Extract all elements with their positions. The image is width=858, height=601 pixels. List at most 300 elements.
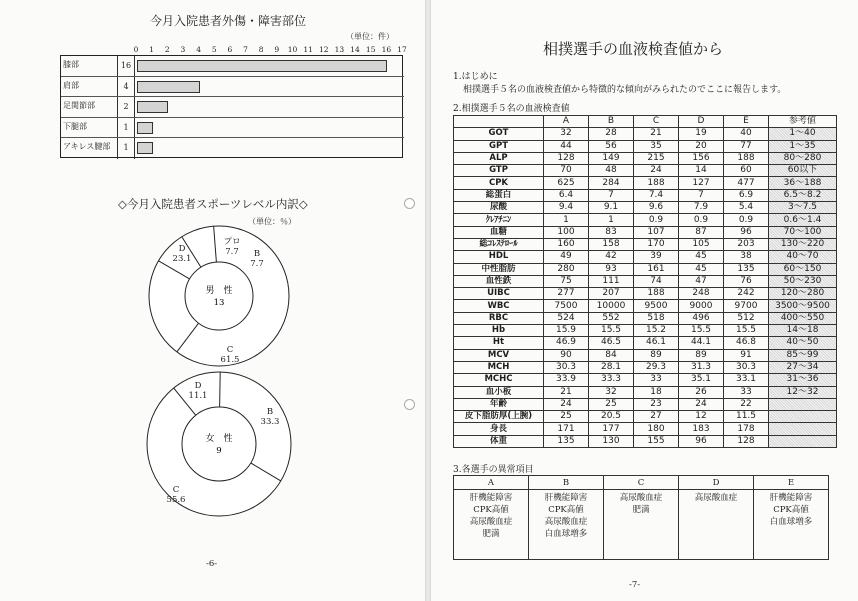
axis-tick-label: 11 [303,45,313,54]
section-1-heading: 1.はじめに [453,72,498,82]
right-page-number: -7- [629,580,641,590]
donut-segment-label: B 7.7 [250,249,264,269]
value-cell: 24 [679,398,724,410]
value-cell: 135 [724,263,769,275]
value-cell: 74 [634,275,679,287]
player-header: D [679,476,754,490]
table-row [454,140,837,152]
bar-row [61,118,404,139]
value-cell: 15.2 [634,325,679,337]
value-cell: 518 [634,312,679,324]
test-name-cell: 血性鉄 [454,275,544,287]
bar-chart-unit: （単位：件） [346,32,394,41]
abnormal-items-cell [604,490,679,560]
value-cell: 170 [634,238,679,250]
abnormal-item: 肥満 [632,505,650,515]
axis-tick-label: 10 [287,45,298,54]
value-cell: 28.1 [589,361,634,373]
donut-center-value: 9 [216,446,222,456]
value-cell: 30.3 [724,361,769,373]
value-cell: 0.9 [634,214,679,226]
bar [137,142,153,154]
table-row [454,226,837,238]
value-cell: 277 [544,288,589,300]
bar-label: 下腿部 [63,121,87,131]
abnormal-item: 高尿酸血症 [469,517,513,527]
column-header: A [544,116,589,128]
abnormal-item: CPK高値 [473,505,509,515]
value-cell: 284 [589,177,634,189]
table-row [454,128,837,140]
value-cell: 128 [544,152,589,164]
section-2-heading: 2.相撲選手５名の血液検査値 [453,104,570,114]
value-cell: 135 [544,435,589,447]
donut-center-value: 13 [213,298,225,308]
player-header: E [754,476,829,490]
value-cell: 177 [589,423,634,435]
value-cell: 7.9 [679,202,724,214]
reference-cell: 60以下 [769,165,837,177]
value-cell: 7.4 [634,189,679,201]
value-cell: 188 [634,288,679,300]
value-cell: 89 [679,349,724,361]
value-cell: 9.4 [544,202,589,214]
axis-tick-label: 12 [318,45,329,54]
reference-cell: 400～550 [769,312,837,324]
value-cell: 9500 [634,300,679,312]
value-cell: 1 [589,214,634,226]
test-name-cell: 尿酸 [454,202,544,214]
test-name-cell: MCH [454,361,544,373]
value-cell: 90 [544,349,589,361]
value-cell: 23 [634,398,679,410]
player-header: B [529,476,604,490]
value-cell: 7 [589,189,634,201]
bar-row [61,138,404,159]
test-name-cell: 身長 [454,423,544,435]
table-row [454,300,837,312]
value-cell: 33.3 [589,374,634,386]
bar-label: 足関節部 [63,101,95,111]
reference-cell: 40～50 [769,337,837,349]
value-cell: 48 [589,165,634,177]
test-name-cell: RBC [454,312,544,324]
bar [137,81,200,93]
reference-cell: 0.6～1.4 [769,214,837,226]
test-name-cell: 体重 [454,435,544,447]
value-cell: 96 [679,435,724,447]
value-cell: 47 [679,275,724,287]
bar-chart-ticks [133,0,407,60]
section-1-text: 相撲選手５名の血液検査値から特徴的な傾向がみられたのでここに報告します。 [463,85,787,95]
bar [137,122,153,134]
value-cell: 10000 [589,300,634,312]
value-cell: 156 [679,152,724,164]
value-cell: 161 [634,263,679,275]
binder-hole [404,198,415,209]
value-cell: 29.3 [634,361,679,373]
value-cell: 27 [634,411,679,423]
value-cell: 5.4 [724,202,769,214]
test-name-cell: 血小板 [454,386,544,398]
value-cell: 280 [544,263,589,275]
test-name-cell: 総ｺﾚｽﾃﾛｰﾙ [454,238,544,250]
value-cell: 11.5 [724,411,769,423]
value-cell: 1 [544,214,589,226]
table-row [454,202,837,214]
value-cell: 35.1 [679,374,724,386]
table-row [454,214,837,226]
axis-tick-label: 0 [133,45,139,54]
column-header: 参考値 [769,116,837,128]
test-name-cell: ALP [454,152,544,164]
axis-tick-label: 1 [149,45,155,54]
value-cell: 9700 [724,300,769,312]
donut-segment-label: D 11.1 [188,381,208,401]
value-cell: 32 [589,386,634,398]
value-cell: 24 [634,165,679,177]
table-header-row [454,476,829,490]
value-cell: 20.5 [589,411,634,423]
value-cell: 242 [724,288,769,300]
axis-tick-label: 17 [397,45,407,54]
test-name-cell: ｸﾚｱﾁﾆﾝ [454,214,544,226]
donut-segment-label: プロ 7.7 [223,237,241,257]
reference-cell: 50～230 [769,275,837,287]
value-cell: 39 [634,251,679,263]
bar-chart-title: 今月入院患者外傷・障害部位 [150,14,307,28]
abnormal-items-table [453,475,829,560]
reference-cell: 80～280 [769,152,837,164]
column-header [454,116,544,128]
donut-segment-label: C 61.5 [220,345,240,365]
value-cell: 188 [634,177,679,189]
axis-tick-label: 13 [334,45,345,54]
value-cell: 248 [679,288,724,300]
table-row [454,361,837,373]
table-row [454,398,837,410]
value-cell: 42 [589,251,634,263]
axis-tick-label: 15 [365,45,376,54]
reference-cell [769,435,837,447]
test-name-cell: 皮下脂肪厚(上腕) [454,411,544,423]
female-donut-chart [142,370,296,520]
test-name-cell: WBC [454,300,544,312]
reference-cell [769,398,837,410]
test-name-cell: 中性脂肪 [454,263,544,275]
value-cell: 25 [589,398,634,410]
value-cell: 100 [544,226,589,238]
value-cell: 84 [589,349,634,361]
abnormal-item: 肥満 [482,529,500,539]
reference-cell: 120～280 [769,288,837,300]
value-cell: 105 [679,238,724,250]
bar-row [61,77,404,98]
value-cell: 625 [544,177,589,189]
value-cell: 31.3 [679,361,724,373]
abnormal-item: CPK高値 [548,505,584,515]
bar-label: 膝部 [63,60,79,69]
value-cell: 33.1 [724,374,769,386]
value-cell: 111 [589,275,634,287]
value-cell: 512 [724,312,769,324]
value-cell: 149 [589,152,634,164]
value-cell: 33.9 [544,374,589,386]
reference-cell [769,423,837,435]
value-cell: 552 [589,312,634,324]
value-cell: 38 [724,251,769,263]
value-cell: 28 [589,128,634,140]
value-cell: 127 [679,177,724,189]
table-row [454,349,837,361]
value-cell: 6.4 [544,189,589,201]
right-page [431,0,858,601]
table-row [454,325,837,337]
value-cell: 12 [679,411,724,423]
value-cell: 15.5 [589,325,634,337]
axis-tick-label: 3 [180,45,186,54]
player-header: C [604,476,679,490]
test-name-cell: Ht [454,337,544,349]
value-cell: 96 [724,226,769,238]
test-name-cell: GTP [454,165,544,177]
value-cell: 14 [679,165,724,177]
value-cell: 26 [679,386,724,398]
value-cell: 30.3 [544,361,589,373]
reference-cell: 36～188 [769,177,837,189]
value-cell: 44 [544,140,589,152]
reference-cell: 3500～9500 [769,300,837,312]
value-cell: 46.9 [544,337,589,349]
value-cell: 107 [634,226,679,238]
reference-cell: 70～100 [769,226,837,238]
test-name-cell: MCHC [454,374,544,386]
test-name-cell: 総蛋白 [454,189,544,201]
left-page [0,0,425,601]
bar [137,60,387,72]
value-cell: 215 [634,152,679,164]
bar-chart [60,55,403,158]
table-row [454,490,829,560]
value-cell: 87 [679,226,724,238]
table-row [454,165,837,177]
table-row [454,374,837,386]
abnormal-item: 白血球増多 [769,517,813,527]
value-cell: 93 [589,263,634,275]
donut-inner-ring [182,407,256,481]
value-cell: 75 [544,275,589,287]
table-row [454,386,837,398]
blood-test-table [453,115,837,448]
donut-center-label: 男 性 [205,286,233,296]
value-cell: 20 [679,140,724,152]
axis-tick-label: 7 [243,45,248,54]
value-cell: 203 [724,238,769,250]
value-cell: 21 [544,386,589,398]
column-header: B [589,116,634,128]
value-cell: 0.9 [679,214,724,226]
test-name-cell: UIBC [454,288,544,300]
value-cell: 46.8 [724,337,769,349]
reference-cell: 6.5～8.2 [769,189,837,201]
axis-tick-label: 8 [258,45,264,54]
reference-cell: 31～36 [769,374,837,386]
value-cell: 44.1 [679,337,724,349]
bar-value: 1 [117,118,135,138]
axis-tick-label: 5 [211,45,217,54]
abnormal-item: 高尿酸血症 [544,517,588,527]
table-row [454,275,837,287]
reference-cell: 85～99 [769,349,837,361]
value-cell: 89 [634,349,679,361]
value-cell: 9.6 [634,202,679,214]
test-name-cell: HDL [454,251,544,263]
value-cell: 21 [634,128,679,140]
test-name-cell: CPK [454,177,544,189]
value-cell: 178 [724,423,769,435]
value-cell: 7 [679,189,724,201]
value-cell: 207 [589,288,634,300]
value-cell: 128 [724,435,769,447]
value-cell: 76 [724,275,769,287]
reference-cell: 60～150 [769,263,837,275]
table-row [454,423,837,435]
donut-segment-divider [220,372,221,407]
table-row [454,337,837,349]
test-name-cell: Hb [454,325,544,337]
binder-hole [404,399,415,410]
value-cell: 19 [679,128,724,140]
value-cell: 83 [589,226,634,238]
value-cell: 18 [634,386,679,398]
test-name-cell: 血糖 [454,226,544,238]
reference-cell: 3～7.5 [769,202,837,214]
abnormal-items-cell [754,490,829,560]
value-cell: 91 [724,349,769,361]
bar-row [61,97,404,118]
donut-center-label: 女 性 [205,434,233,444]
value-cell: 0.9 [724,214,769,226]
test-name-cell: GOT [454,128,544,140]
value-cell: 60 [724,165,769,177]
reference-cell: 14～18 [769,325,837,337]
value-cell: 9000 [679,300,724,312]
value-cell: 477 [724,177,769,189]
male-donut-chart [142,224,296,370]
value-cell: 171 [544,423,589,435]
value-cell: 15.5 [724,325,769,337]
value-cell: 46.1 [634,337,679,349]
table-row [454,411,837,423]
abnormal-item: CPK高値 [773,505,809,515]
table-row [454,288,837,300]
donut-inner-ring [185,262,253,330]
table-row [454,238,837,250]
test-name-cell: 年齢 [454,398,544,410]
abnormal-items-cell [679,490,754,560]
axis-tick-label: 9 [274,45,280,54]
abnormal-item: 肝機能障害 [469,493,513,503]
table-row [454,312,837,324]
column-header: D [679,116,724,128]
axis-tick-label: 2 [164,45,170,54]
level-chart-unit: （単位：％） [248,217,296,226]
value-cell: 15.9 [544,325,589,337]
left-page-number: -6- [206,559,218,569]
value-cell: 188 [724,152,769,164]
section-3-heading: 3.各選手の異常項目 [453,465,534,475]
abnormal-items-cell [529,490,604,560]
bar-value: 16 [117,56,135,76]
bar [137,101,168,113]
donut-segment-label: D 23.1 [172,244,192,264]
table-row [454,152,837,164]
article-title: 相撲選手の血液検査値から [543,40,724,58]
table-row [454,189,837,201]
axis-tick-label: 16 [381,45,392,54]
value-cell: 496 [679,312,724,324]
table-row [454,263,837,275]
bar-label: アキレス腱部 [63,142,111,152]
value-cell: 25 [544,411,589,423]
reference-cell: 130～220 [769,238,837,250]
reference-cell: 1～35 [769,140,837,152]
value-cell: 77 [724,140,769,152]
value-cell: 70 [544,165,589,177]
player-header: A [454,476,529,490]
abnormal-item: 高尿酸血症 [619,493,663,503]
reference-cell: 12～32 [769,386,837,398]
value-cell: 45 [679,251,724,263]
abnormal-item: 肝機能障害 [769,493,813,503]
value-cell: 15.5 [679,325,724,337]
value-cell: 46.5 [589,337,634,349]
donut-segment-label: B 33.3 [260,407,280,427]
abnormal-item: 肝機能障害 [544,493,588,503]
reference-cell [769,411,837,423]
axis-tick-label: 6 [227,45,233,54]
value-cell: 7500 [544,300,589,312]
axis-tick-label: 14 [350,45,360,54]
bar-row [61,56,404,77]
table-row [454,177,837,189]
table-row [454,435,837,447]
value-cell: 6.9 [724,189,769,201]
value-cell: 33 [724,386,769,398]
value-cell: 130 [589,435,634,447]
bar-value: 4 [117,77,135,97]
donut-segment-label: C 55.6 [166,485,186,505]
value-cell: 45 [679,263,724,275]
value-cell: 35 [634,140,679,152]
value-cell: 9.1 [589,202,634,214]
table-header-row [454,116,837,128]
abnormal-item: 高尿酸血症 [694,493,738,503]
value-cell: 49 [544,251,589,263]
value-cell: 22 [724,398,769,410]
test-name-cell: GPT [454,140,544,152]
axis-tick-label: 4 [196,45,201,54]
value-cell: 24 [544,398,589,410]
bar-value: 1 [117,138,135,159]
value-cell: 160 [544,238,589,250]
reference-cell: 40～70 [769,251,837,263]
value-cell: 56 [589,140,634,152]
value-cell: 155 [634,435,679,447]
bar-label: 肩部 [63,80,79,90]
reference-cell: 27～34 [769,361,837,373]
column-header: E [724,116,769,128]
